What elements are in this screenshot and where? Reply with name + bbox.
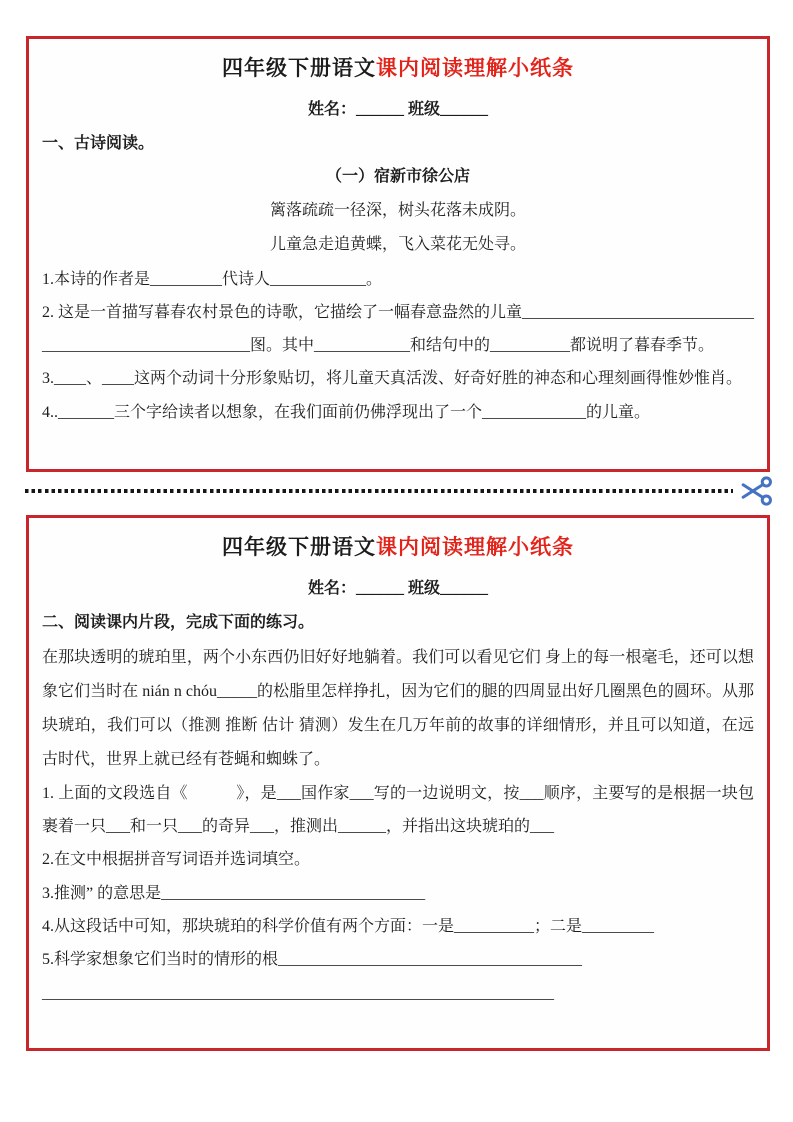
page-title [42, 530, 754, 566]
question-4: 4.从这段话中可知，那块琥珀的科学价值有两个方面：一是__________；二是_________ [42, 917, 655, 935]
name-class-line: 姓名：______ 班级______ [307, 579, 488, 597]
question-3: 3.____、____这两个动词十分形象贴切，将儿童天真活泼、好奇好胜的神态和心理刻画得惟妙惟肖。 [42, 370, 743, 388]
question-2: 2.在文中根据拼音写词语并选词填空。 [42, 851, 311, 869]
worksheet-slip-2 [26, 515, 770, 1051]
title-grade-part: 四年级下册语文 [222, 56, 376, 80]
question-2: 2. 这是一首描写暮春农村景色的诗歌，它描绘了一幅春意盎然的儿童_______________________________________________________图。其中____________和结句中的__________都说明了暮春季节。 [42, 303, 755, 355]
name-class-line: 姓名：______ 班级______ [307, 100, 488, 118]
reading-passage: 在那块透明的琥珀里，两个小东西仍旧好好地躺着。我们可以看见它们 身上的每一根毫毛，还可以想象它们当时在 nián n chóu_____的松脂里怎样挣扎，因为它们的腿的四周显出好几圈黑色的圆环。从那块琥珀，我们可以（推测 推断 估计 猜测）发生在几万年前的故事的详细情形，并且可以知道，在远古时代，世界上就已经有苍蝇和蜘蛛了。 [42, 649, 754, 768]
question-1: 1. 上面的文段选自《 》，是___国作家___写的一边说明文，按___顺序，主要写的是根据一块包裹着一只___和一只___的奇异___，推测出______，并指出这块琥珀的___ [42, 784, 754, 836]
poem-line-2: 儿童急走追黄蝶，飞入菜花无处寻。 [269, 236, 526, 254]
poem-line-1: 篱落疏疏一径深，树头花落未成阴。 [269, 201, 526, 219]
question-3: 3.推测” 的意思是_________________________________ [42, 884, 426, 902]
answer-blank-line: ________________________________________________________________ [42, 984, 554, 1002]
section-heading-1: 一、古诗阅读。 [42, 135, 155, 153]
question-4: 4.._______三个字给读者以想象，在我们面前仍佛浮现出了一个_____________的儿童。 [42, 403, 651, 421]
section-heading-2: 二、阅读课内片段，完成下面的练习。 [42, 614, 315, 632]
page-title [42, 51, 754, 87]
question-5: 5.科学家想象它们当时的情形的根______________________________________ [42, 951, 583, 969]
title-topic-part: 课内阅读理解小纸条 [376, 535, 574, 559]
question-1: 1.本诗的作者是_________代诗人____________。 [42, 270, 383, 288]
cut-line [25, 473, 775, 509]
title-topic-part: 课内阅读理解小纸条 [376, 56, 574, 80]
title-grade-part: 四年级下册语文 [222, 535, 376, 559]
worksheet-slip-1 [26, 36, 770, 472]
scissors-icon [739, 474, 775, 508]
dotted-cut-line [25, 489, 733, 493]
poem-title: （一）宿新市徐公店 [325, 168, 470, 186]
